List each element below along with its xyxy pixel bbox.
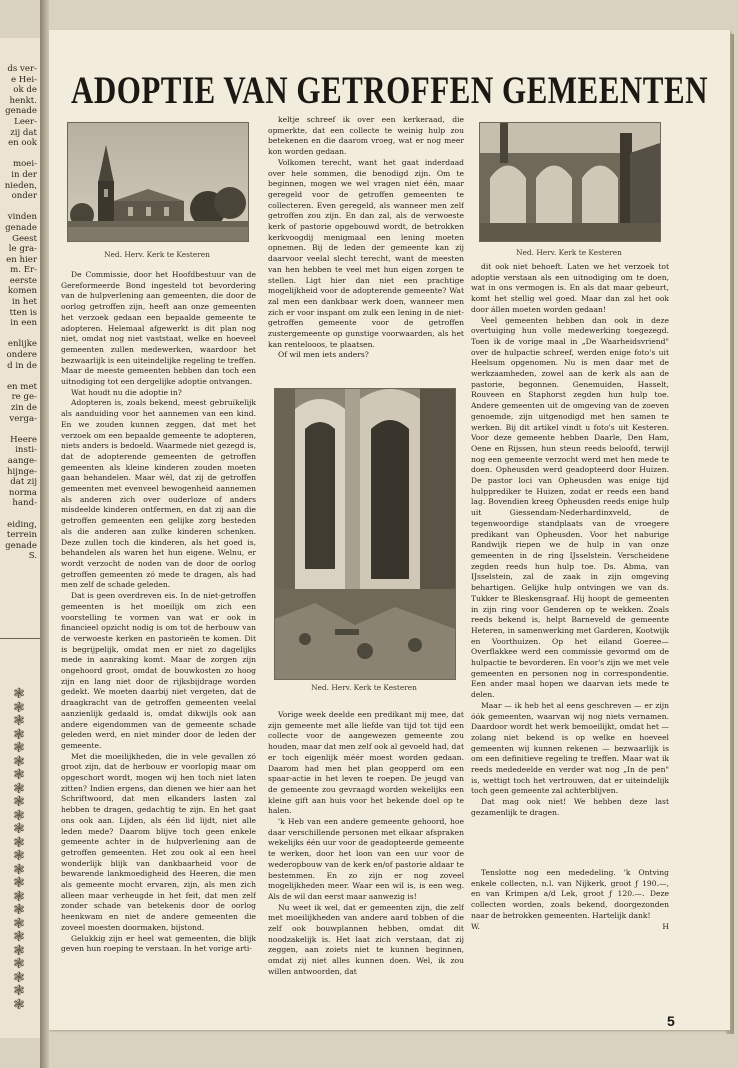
previous-page-line: Geest xyxy=(12,233,37,244)
previous-page-line: komen xyxy=(7,286,37,297)
article-paragraph: Dat mag ook niet! We hebben deze last gezamenlijk te dragen. xyxy=(471,797,669,817)
ornament-glyph: ❃ xyxy=(13,686,25,702)
previous-page-line xyxy=(0,371,37,382)
ornament-glyph: ❃ xyxy=(13,956,25,972)
photo-ruined-arches-image xyxy=(480,123,660,241)
previous-page-line: re ge- xyxy=(11,392,37,403)
previous-page-text xyxy=(0,64,37,562)
article-paragraph: Vorige week deelde een predikant mij mee, dat zijn gemeente met alle liefde van tijd tot tijd een collecte voor de aangewezen gemeente zou houden, maar dat men zelf ook al gevoeld had, dat er toch eigenlijk méér moest worden gedaan. Daarom had men het plan geopperd om een spaar-actie in het leven te roepen. De jeugd van de gemeente zou gevraagd worden wekelijks een kleine gift aan huis voor het bekende doel op te halen. xyxy=(268,710,464,816)
ornament-glyph: ❃ xyxy=(13,996,25,1013)
column-3 xyxy=(471,262,669,847)
previous-page-line: dat zij xyxy=(10,477,37,488)
previous-page-line: nieden, xyxy=(4,180,37,191)
previous-page-line: en met xyxy=(6,381,37,392)
previous-page-line xyxy=(0,202,37,213)
previous-page-line: moei- xyxy=(12,159,37,170)
ornament-glyph: ❃ xyxy=(13,794,25,810)
previous-page-line: e Hei- xyxy=(10,74,37,85)
article-paragraph: Adopteren is, zoals bekend, meest gebruikelijk als aanduiding voor het aannemen van een kind. En we zouden kunnen zeggen, dat met het verzoek om een bepaalde gemeente te adopteren, niets anders is bedoeld. Waarmede niet gezegd is, dat de adopterende gemeenten de getroffen gemeenten als kleine kinderen zouden moeten gaan behandelen. Maar wèl, dat zij de getroffen gemeenten met evenveel bewogenheid aannemen als anderen zich over ouderloze of anders misdeelde kinderen ontfermen, en dat zij aan die getroffen gemeenten een gelijke zorg besteden als die anderen aan zulke kinderen schenken. Deze zullen toch die kinderen, als het goed is, behandelen als waren het hun eigene. Welnu, er wordt verzocht de noden van de door de oorlog getroffen gemeenten zó mede te dragen, als had men zelf de schade geleden. xyxy=(61,398,256,590)
ornament-glyph: ❃ xyxy=(13,969,25,986)
page-number: 5 xyxy=(667,1013,675,1029)
ornament-glyph: ❃ xyxy=(13,983,25,999)
ornament-glyph: ❃ xyxy=(13,929,25,945)
ornament-glyph: ❃ xyxy=(13,902,25,918)
previous-page-line xyxy=(0,509,37,520)
ornament-glyph: ❃ xyxy=(13,942,25,959)
previous-page-line: verga- xyxy=(9,413,37,424)
article-paragraph: Nu weet ik wel, dat er gemeenten zijn, die zelf met moeilijkheden van andere aard tobben of die zelf ook bouwplannen hebben, omdat dit noodzakelijk is. Het laat zich verstaan, dat zij zeggen, aan zoiets niet te kunnen beginnen, omdat zij niet alles kunnen doen. Wel, ik zou willen antwoorden, dat xyxy=(268,902,464,976)
ornament-glyph: ❃ xyxy=(13,861,25,878)
ornament-glyph: ❃ xyxy=(13,915,25,932)
photo-kesteren-ruined-interior xyxy=(274,388,456,680)
article-title: ADOPTIE VAN GETROFFEN GEMEENTEN xyxy=(70,68,709,112)
column-2-bottom xyxy=(268,710,464,1010)
note-paragraph: Tenslotte nog een mededeling. 'k Ontving enkele collecten, n.l. van Nijkerk, groot ƒ 190.—, en van Krimpen a/d Lek, groot ƒ 120.—. Deze collecten worden, zoals bekend, doorgezonden naar de betrokken gemeenten. Hartelijk dank! xyxy=(471,868,669,920)
article-paragraph: keltje schreef ik over een kerkeraad, die opmerkte, dat een collecte te weinig hulp zou betekenen en die daarom vroeg, wat er nog meer kon worden gedaan. xyxy=(268,115,464,157)
previous-page-line: in der xyxy=(11,169,37,180)
previous-page-line: Heere xyxy=(10,434,37,445)
binding-gutter xyxy=(40,0,49,1068)
previous-page-line xyxy=(0,149,37,160)
previous-page-line: norma xyxy=(8,487,37,498)
previous-page-line: ds ver- xyxy=(7,64,37,74)
previous-page-line: S. xyxy=(28,551,37,562)
ornament-glyph: ❃ xyxy=(13,888,25,905)
photo2-caption: Ned. Herv. Kerk te Kesteren xyxy=(311,683,417,692)
previous-page-line: genade xyxy=(5,540,37,551)
ornament-glyph: ❃ xyxy=(13,767,25,783)
previous-page-line: onder xyxy=(11,191,37,202)
previous-page-line: genade xyxy=(5,222,37,233)
article-paragraph: Wat houdt nu die adoptie in? xyxy=(71,387,182,397)
ornament-glyph: ❃ xyxy=(13,848,25,864)
ornament-glyph: ❃ xyxy=(13,834,25,851)
previous-page-line: Leer- xyxy=(14,116,37,127)
previous-page-line: en hier xyxy=(6,254,37,265)
previous-page-line: hand- xyxy=(12,498,37,509)
previous-page-line: enlijke xyxy=(7,339,37,350)
article-paragraph: Veel gemeenten hebben dan ook in deze overtuiging hun volle medewerking toegezegd. Toen ik de vorige maal in „De Waarheidsvriend" over de hulpactie schreef, werden enige foto's uit Heelsum opgenomen. Nu is men daar met de werkzaamheden, zowel aan de kerk als aan de pastorie, begonnen. Genemuiden, Hasselt, Rouveen en Staphorst zegden hun hulp toe. Andere gemeenten uit de omgeving van de zoeven genoemde, zijn uitgenodigd met hen samen te werken. Bij dit artikel vindt u foto's uit Kesteren. Voor deze gemeente hebben Daarle, Den Ham, Oene en Rijssen, hun steun reeds beloofd, terwijl nog een gemeente verzocht werd met hen mede te doen. Opheusden werd geadopteerd door Huizen. De pastor loci van Opheusden was enige tijd hulpprediker te Huizen, zodat er reeds een band lag. Bovendien kreeg Opheusden reeds enige hulp uit Giessendam-Nederhardinxveld, de tegenwoordige standplaats van de vroegere predikant van Opheusden. Voor het naburige Randwijk riepen we de hulp in van onze gemeenten in de ring IJsselstein. Verscheidene zegden reeds hun hulp toe. Ds. Abma, van IJsselstein, zal de zaak in zijn omgeving behartigen. Gelijke hulp ontvingen we van ds. Tukker te Bleskensgraaf. Hij hoopt de gemeenten in zijn ring voor Genderen op te wekken. Zoals reeds bekend is, helpt Barneveld de gemeente Heteren, in samenwerking met Garderen, Kootwijk en Voorthuizen. Op het eiland Goeree—Overflakkee werd een commissie gevormd om de hulpactie te bevorderen. En voor's zijn we met vele gemeenten en personen nog in correspondentie. Een ander maal hopen we daarvan iets mede te delen. xyxy=(471,315,669,700)
previous-page-line: genade xyxy=(5,106,37,117)
signature-left: W. xyxy=(471,921,480,931)
article-paragraph: Volkomen terecht, want het gaat inderdaad over hele sommen, die benodigd zijn. Om te beginnen, mogen we wel vragen niet één, maar geregeld voor de getroffen gemeenten te collecteren. Even geregeld, als wanneer men zelf getroffen zou zijn. En dan zal, als de verwoeste kerk of pastorie opgebouwd wordt, de betrokken kerkvoogdij menigmaal een lening moeten opnemen. Bij de leden der gemeente kan zij daarvoor veelal slecht terecht, want de meesten van hen hebben te veel met hun eigen zorgen te stellen. Ligt hier dan niet een prachtige mogelijkheid voor de adopterende gemeente? Wat zal men een dankbaar werk doen, wanneer men zich er voor inspant om zulk een lening in de niet-getroffen gemeente voor de getroffen zustergemeente op gunstige voorwaarden, als het kan rentelooos, te plaatsen. xyxy=(268,157,464,349)
photo-kesteren-ruined-arches xyxy=(479,122,661,242)
previous-page-line: aange- xyxy=(7,455,37,466)
ornament-glyph: ❃ xyxy=(13,780,25,797)
article-paragraph: dit ook niet behoeft. Laten we het verzoek tot adoptie verstaan als een uitnodiging om te doen, wat in ons vermogen is. En als dat maar gebeurt, komt het stellig wel goed. Maar dan zal het ook door állen moeten worden gedaan! xyxy=(471,262,669,314)
photo3-caption: Ned. Herv. Kerk te Kesteren xyxy=(516,248,622,257)
article-paragraph: Of wil men iets anders? xyxy=(278,350,369,360)
previous-page-line: ok de xyxy=(13,85,37,96)
photo-church-tower-image xyxy=(68,123,248,241)
ornament-glyph: ❃ xyxy=(13,875,25,891)
page xyxy=(49,30,730,1030)
article-paragraph: Met die moeilijkheden, die in vele gevallen zó groot zijn, dat de herbouw er voorlopig maar om opgeschort wordt, mogen wij hen toch niet laten zitten? Indien ergens, dan dienen we hier aan het Schriftwoord, dat men elkanders lasten zal hebben te dragen, gedachtig te zijn. En het gaat ons ook aan. Lijden, als één lid lijdt, niet alle leden mede? Daarom blijve toch geen enkele gemeente achter in de hulpverlening aan de getroffen gemeenten. Het zou ook al een heel wonderlijk blijk van dankbaarheid voor de bewarende lankmoedigheid des Heeren, die men als gemeente mocht ervaren, zijn, als men zich alleen maar verheugde in het feit, dat men zelf zonder schade van betekenis door de oorlog heenkwam en niet de andere gemeenten die zoveel moesten doormaken, bijstond. xyxy=(61,751,256,932)
ornament-glyph: ❃ xyxy=(13,713,25,729)
previous-page-line xyxy=(0,424,37,435)
article-paragraph: Dat is geen overdreven eis. In de niet-getroffen gemeenten is het moeilijk om zich een voorstelling te vormen van wat er ook in financieel opzicht nodig is om tot de herbouw van de verwoeste kerken en pastorieën te komen. Dit is begrijpelijk, omdat men er niet zo dagelijks mede in aanraking komt. Maar de zorgen zijn ongehoord groot, omdat de bouwkosten zo hoog zijn en lang niet door de rijksbijdrage worden gedekt. We moeten daarbij niet vergeten, dat de draagkracht van de getroffen gemeenten veelal aanzienlijk gedaald is, omdat dikwijls ook aan andere eigendommen van de gemeente schade geleden werd, en niet minder door de leden der gemeente. xyxy=(61,591,256,750)
previous-page-line: henkt. xyxy=(9,95,37,106)
previous-page-rule xyxy=(0,638,40,639)
previous-page-line: hijnge- xyxy=(7,466,37,477)
previous-page-edge xyxy=(0,38,40,1038)
collection-note xyxy=(471,868,669,933)
ornament-glyph: ❃ xyxy=(13,807,25,824)
previous-page-line: in een xyxy=(10,318,37,329)
ornament-border xyxy=(2,688,36,1018)
previous-page-line: d in de xyxy=(7,360,37,371)
previous-page-line: ondere xyxy=(6,350,37,361)
article-paragraph: De Commissie, door het Hoofdbestuur van de Gereformeerde Bond ingesteld tot bevordering van de hulpverlening aan gemeenten, die door de oorlog getroffen zijn, heeft aan onze gemeenten het verzoek gedaan een bepaalde gemeente te adopteren. Helemaal afgewerkt is dit plan nog niet, omdat nog niet vaststaat, welke en hoeveel gemeenten zullen medewerken, waardoor het bezwaarlijk is een uiteindelijke regeling te treffen. Maar de meeste gemeenten hebben dan toch een uitnodiging tot een dergelijke adoptie ontvangen. xyxy=(61,270,256,387)
ornament-glyph: ❃ xyxy=(13,753,25,770)
previous-page-line: terrein xyxy=(6,530,37,541)
ornament-glyph: ❃ xyxy=(13,821,25,837)
signature-right: H xyxy=(662,921,669,931)
photo1-caption: Ned. Herv. Kerk te Kesteren xyxy=(104,250,210,259)
previous-page-line: en ook xyxy=(8,138,37,149)
ornament-glyph: ❃ xyxy=(13,726,25,743)
article-paragraph: 'k Heb van een andere gemeente gehoord, hoe daar verschillende personen met elkaar afspraken wekelijks één uur voor de geadopteerde gemeente te werken, door het loon van een uur voor de wederopbouw van de kerk en/of pastorie aldaar te bestemmen. En zo zijn er nog zoveel mogelijkheden meer. Waar een wil is, is een weg. Als de wil dan eerst maar aanwezig is! xyxy=(268,817,464,901)
previous-page-line: m. Er- xyxy=(10,265,37,276)
previous-page-line: eerste xyxy=(9,275,37,286)
previous-page-line: eiding, xyxy=(7,519,37,530)
signature-row xyxy=(471,922,669,933)
column-2-top xyxy=(268,115,464,405)
previous-page-line: in het xyxy=(11,297,37,308)
previous-page-line: le gra- xyxy=(8,244,37,255)
previous-page-line: vinden xyxy=(7,212,37,223)
previous-page-line: zin de xyxy=(10,403,37,413)
photo-kesteren-church-tower xyxy=(67,122,249,242)
article-paragraph: Gelukkig zijn er heel wat gemeenten, die blijk geven hun roeping te verstaan. In het vorige arti- xyxy=(61,933,256,954)
column-1 xyxy=(61,270,256,1005)
previous-page-line: insti- xyxy=(15,445,37,456)
photo-ruined-interior-image xyxy=(275,389,455,679)
ornament-glyph: ❃ xyxy=(13,740,25,756)
ornament-glyph: ❃ xyxy=(13,699,25,716)
article-paragraph: Maar — ik heb het al eens geschreven — er zijn óók gemeenten, waarvan wij nog niets vernamen. Daardoor wordt het werk bemoeilijkt, omdat het — zolang niet bekend is op welke en hoeveel gemeenten wij kunnen rekenen — bezwaarlijk is om een definitieve regeling te treffen. Maar wat ik reeds mededeelde en verder wat nog „In de pen" is, wettigt toch het vertrouwen, dat er uiteindelijk toch geen gemeente zal achterblijven. xyxy=(471,700,669,796)
previous-page-line: tten is xyxy=(9,307,37,318)
previous-page-line xyxy=(0,329,37,340)
previous-page-line: zij dat xyxy=(10,127,37,138)
